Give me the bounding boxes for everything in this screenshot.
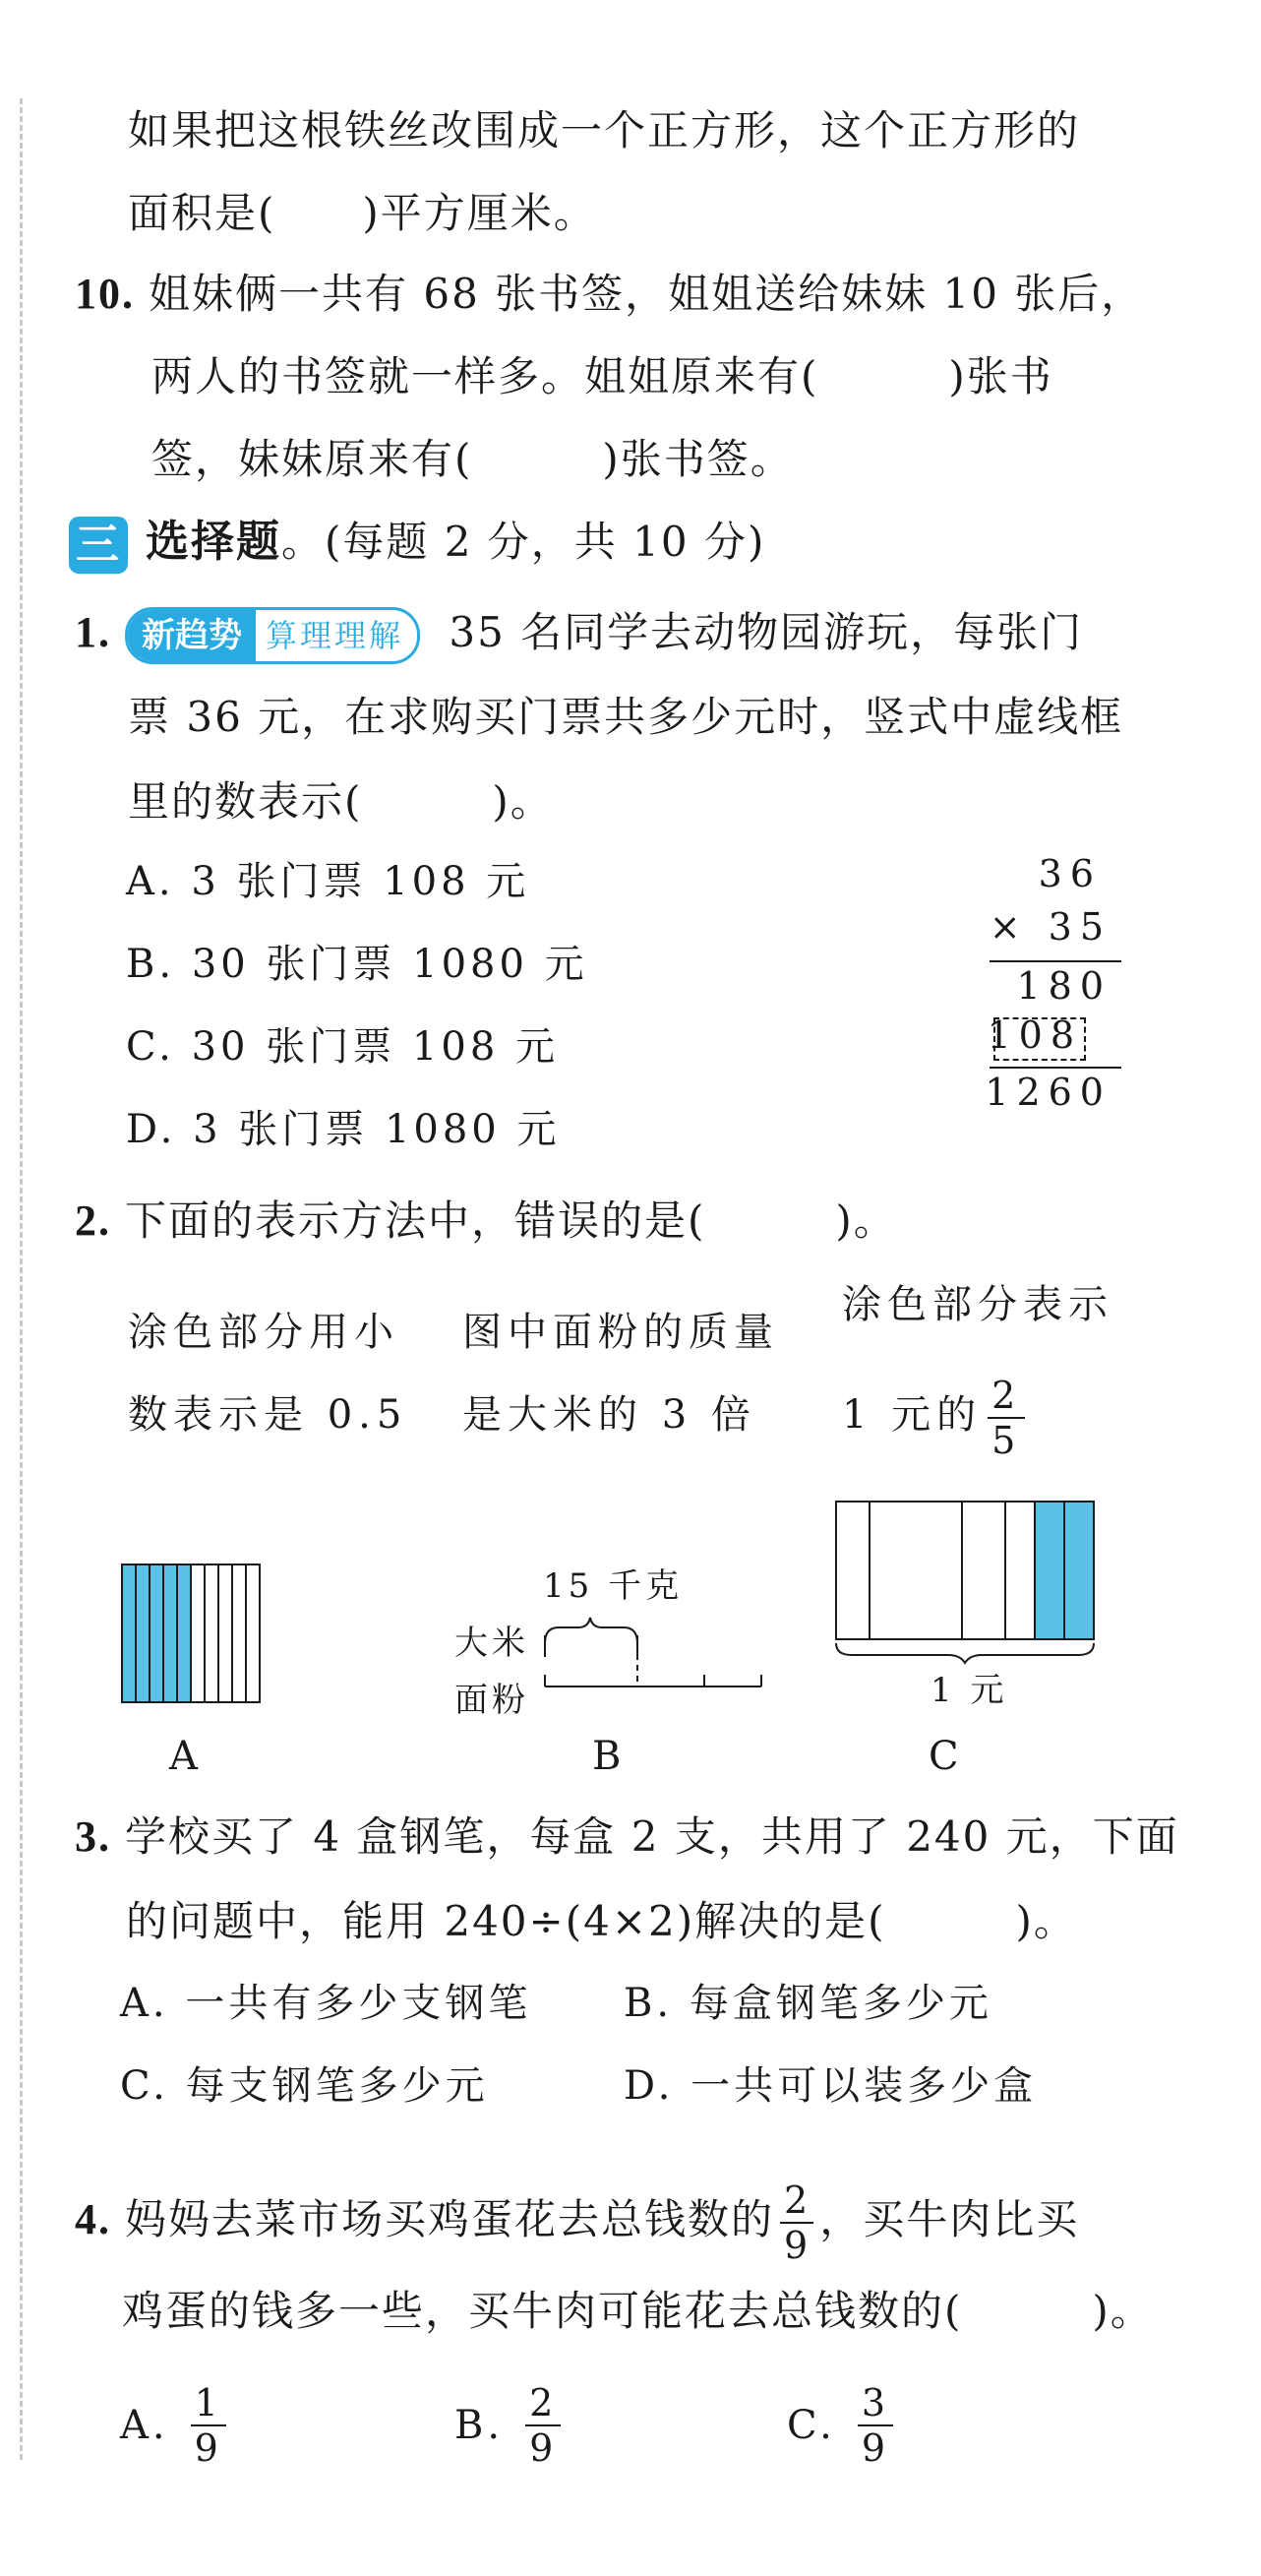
c1-option-b[interactable]: B. 30 张门票 1080 元 (126, 942, 588, 987)
figure-b-letter: B (592, 1734, 622, 1779)
c2-a-caption1: 涂色部分用小 (128, 1310, 399, 1355)
c4-option-a[interactable] (120, 2381, 232, 2470)
c2-text1: 下面的表示方法中，错误的是( )。 (125, 1196, 897, 1245)
figure-a-strip (177, 1564, 191, 1702)
c4-frac-num: 2 (780, 2178, 813, 2224)
figure-a-strip (191, 1564, 205, 1702)
c4-option-c-num: 3 (858, 2381, 893, 2426)
figure-a-strip (150, 1564, 163, 1702)
c4-option-b-den: 9 (529, 2426, 558, 2470)
c4-option-a-den: 9 (194, 2426, 222, 2470)
c1-option-d[interactable]: D. 3 张门票 1080 元 (126, 1107, 561, 1152)
c4-text1b: ，买牛肉比买 (819, 2195, 1080, 2243)
figure-a-strip (136, 1564, 150, 1702)
c4-option-a-letter: A. (120, 2403, 169, 2448)
c4-option-b[interactable] (454, 2381, 567, 2470)
c4-line1 (75, 2178, 1079, 2267)
c1-line3: 里的数表示( )。 (128, 777, 554, 826)
c1-option-c[interactable]: C. 30 张门票 108 元 (126, 1024, 559, 1070)
c4-frac-den: 9 (784, 2224, 811, 2267)
c2-number: 2. (75, 1196, 111, 1245)
c4-option-a-frac (191, 2381, 226, 2470)
q10-line2: 两人的书签就一样多。姐姐原来有( )张书 (151, 352, 1053, 400)
q9-line2: 面积是( )平方厘米。 (128, 189, 597, 237)
calc-line-2 (990, 1067, 1121, 1069)
figure-b-rice-label: 大米 (454, 1624, 529, 1663)
c3-text1: 学校买了 4 盒钢笔，每盒 2 支，共用了 240 元，下面 (125, 1812, 1179, 1861)
c3-number: 3. (75, 1812, 111, 1861)
c4-option-b-num: 2 (525, 2381, 561, 2426)
q10-text1: 姐妹俩一共有 68 张书签，姐姐送给妹妹 10 张后， (149, 270, 1145, 318)
figure-a-strip (163, 1564, 177, 1702)
c4-option-c[interactable] (787, 2381, 899, 2470)
c4-option-c-den: 9 (861, 2426, 890, 2470)
figure-b-top-label: 15 千克 (543, 1566, 684, 1606)
c4-line2: 鸡蛋的钱多一些，买牛肉可能花去总钱数的( )。 (122, 2287, 1154, 2335)
section-header (69, 514, 765, 574)
q9-line1: 如果把这根铁丝改围成一个正方形，这个正方形的 (128, 106, 1081, 154)
figure-c-letter: C (929, 1734, 959, 1779)
section-note: 。(每题 2 分，共 10 分) (281, 518, 766, 566)
c1-line2: 票 36 元，在求购买门票共多少元时，竖式中虚线框 (128, 693, 1124, 741)
figure-a-strip (246, 1564, 260, 1702)
c3-line1 (75, 1809, 1179, 1866)
c1-text1: 35 名同学去动物园游玩，每张门 (434, 608, 1084, 656)
calc-multiplicand: 36 (1038, 852, 1102, 895)
q10-number: 10. (75, 270, 135, 318)
c2-c-fraction (988, 1374, 1025, 1462)
figure-a-strip (218, 1564, 232, 1702)
c1-badge (125, 607, 420, 664)
binding-edge-dashes (20, 98, 23, 2460)
c2-b-caption1: 图中面粉的质量 (462, 1310, 779, 1355)
calc-line-1 (990, 960, 1121, 962)
c3-option-a[interactable]: A. 一共有多少支钢笔 (120, 1981, 532, 2026)
c3-line2: 的问题中，能用 240÷(4×2)解决的是( )。 (126, 1897, 1077, 1945)
section-title: 选择题 (146, 517, 281, 567)
c2-c-frac-num: 2 (988, 1374, 1025, 1419)
c4-option-b-frac (525, 2381, 561, 2470)
c3-option-d[interactable]: D. 一共可以装多少盒 (624, 2063, 1038, 2109)
c4-text1a: 妈妈去菜市场买鸡蛋花去总钱数的 (125, 2195, 775, 2243)
c2-a-caption2: 数表示是 0.5 (128, 1392, 408, 1438)
figure-c-brace (836, 1643, 1094, 1663)
c2-c-frac-den: 5 (991, 1419, 1022, 1462)
calc-result: 1260 (985, 1071, 1111, 1114)
c1-number: 1. (75, 608, 111, 656)
c3-option-c[interactable]: C. 每支钢笔多少元 (120, 2063, 489, 2109)
figure-b-brace (545, 1618, 637, 1643)
c4-option-c-letter: C. (787, 2403, 836, 2448)
figure-b-diagram (539, 1614, 775, 1692)
figure-a-letter: A (169, 1734, 198, 1779)
figure-c-rectangle (832, 1498, 1108, 1665)
c4-option-a-num: 1 (191, 2381, 226, 2426)
c4-option-c-frac (858, 2381, 893, 2470)
c2-line1 (75, 1193, 897, 1250)
c3-option-b[interactable]: B. 每盒钢笔多少元 (624, 1981, 992, 2026)
q10-line3: 签，妹妹原来有( )张书签。 (151, 435, 794, 483)
c1-line1 (75, 604, 1083, 664)
calc-partial-2: 108 (987, 1013, 1082, 1057)
figure-a-strip (122, 1564, 136, 1702)
badge-topic: 算理理解 (266, 617, 404, 654)
c2-b-caption2: 是大米的 3 倍 (462, 1392, 756, 1438)
c4-option-b-letter: B. (454, 2403, 505, 2448)
figure-c-bottom-label: 1 元 (931, 1671, 1008, 1710)
badge-new-trend: 新趋势 (128, 610, 256, 661)
figure-b-flour-label: 面粉 (454, 1681, 529, 1720)
calc-partial-1: 180 (1016, 964, 1111, 1008)
c2-c-caption2-prefix: 1 元的 (842, 1392, 983, 1438)
figure-a-strips (118, 1561, 275, 1708)
c2-c-caption1: 涂色部分表示 (842, 1282, 1113, 1327)
c1-option-a[interactable]: A. 3 张门票 108 元 (126, 859, 530, 904)
figure-a-strip (205, 1564, 218, 1702)
figure-a-strip (232, 1564, 246, 1702)
c2-c-caption2 (842, 1374, 1031, 1462)
calc-multiplier: × 35 (989, 905, 1111, 949)
c4-number: 4. (75, 2195, 111, 2243)
c4-fraction (780, 2178, 813, 2267)
section-number-icon: 三 (69, 517, 128, 574)
q10-line1 (75, 266, 1144, 323)
